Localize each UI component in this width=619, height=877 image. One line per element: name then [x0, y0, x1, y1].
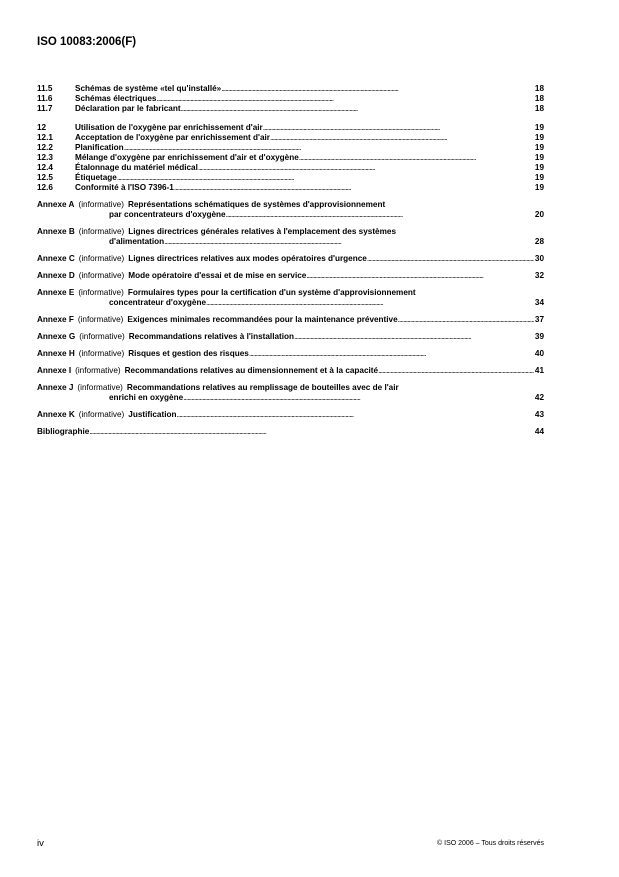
spacer [37, 114, 544, 123]
leader-dots [299, 153, 534, 163]
toc-entry-page: 19 [534, 183, 544, 192]
annex-title: Recommandations relatives à l'installation [128, 332, 295, 341]
annex-kind: (informative) [78, 288, 124, 297]
annex-title-continued: enrichi en oxygène [109, 393, 184, 402]
toc-entry-page: 43 [534, 410, 544, 419]
toc-entry-number: 11.5 [37, 84, 53, 93]
toc-entry-page: 18 [534, 94, 544, 103]
leader-dots [294, 332, 534, 342]
annex-title: Justification [128, 410, 177, 419]
copyright-notice: © ISO 2006 – Tous droits réservés [437, 840, 544, 847]
annex-title: Recommandations relatives au remplissage de bouteilles avec de l'air [126, 383, 399, 392]
leader-dots [367, 254, 534, 264]
annex-kind: (informative) [78, 200, 124, 209]
toc-entry-number: 11.7 [37, 104, 53, 113]
toc-annex-entry[interactable] [37, 410, 544, 420]
annex-label: Annexe A [37, 200, 75, 209]
leader-dots [378, 366, 534, 376]
leader-dots [306, 271, 534, 281]
toc-entry-number: 12.6 [37, 183, 53, 192]
annex-kind: (informative) [77, 315, 124, 324]
toc-entry-page: 42 [534, 393, 544, 402]
toc-entry-number: 12.4 [37, 163, 53, 172]
leader-dots [206, 298, 534, 308]
toc-entry-title: Mélange d'oxygène par enrichissement d'air et d'oxygène [75, 153, 299, 162]
toc-annex-entry[interactable] [37, 254, 544, 264]
toc-annex-entry[interactable] [37, 383, 544, 403]
annex-kind: (informative) [78, 410, 125, 419]
annex-kind: (informative) [75, 366, 121, 375]
leader-dots [177, 410, 534, 420]
annex-title: Lignes directrices relatives aux modes opératoires d'urgence [128, 254, 367, 263]
leader-dots [226, 210, 534, 220]
annex-title: Exigences minimales recommandées pour la maintenance préventive [127, 315, 398, 324]
toc-entry-page: 30 [534, 254, 544, 263]
toc-entry-page: 39 [534, 332, 544, 341]
toc-entry[interactable] [37, 133, 544, 143]
leader-dots [156, 94, 533, 104]
leader-dots [221, 84, 534, 94]
toc-annex-entry[interactable] [37, 332, 544, 342]
annex-label: Annexe E [37, 288, 75, 297]
toc-entry-page: 19 [534, 123, 544, 132]
toc-annex-entry[interactable] [37, 227, 544, 247]
toc-bibliography-entry[interactable] [37, 427, 544, 437]
toc-entry-page: 18 [534, 104, 544, 113]
annex-title: Représentations schématiques de systèmes d'approvisionnement [127, 200, 386, 209]
toc-annex-entry[interactable] [37, 366, 544, 376]
annex-title-continued: par concentrateurs d'oxygène [109, 210, 226, 219]
leader-dots [249, 349, 534, 359]
toc-annex-entry[interactable] [37, 271, 544, 281]
toc-entry-number: 11.6 [37, 94, 53, 103]
bibliography-title: Bibliographie [37, 427, 90, 436]
annex-label: Annexe F [37, 315, 74, 324]
annex-title: Formulaires types pour la certification d'un système d'approvisionnement [127, 288, 416, 297]
leader-dots [263, 123, 534, 133]
toc-entry-number: 12.2 [37, 143, 53, 152]
toc-entry-page: 44 [534, 427, 544, 436]
annex-label: Annexe I [37, 366, 72, 375]
leader-dots [89, 427, 534, 437]
toc-entry[interactable] [37, 183, 544, 193]
annex-kind: (informative) [79, 332, 125, 341]
toc-entry-page: 19 [534, 153, 544, 162]
leader-dots [117, 173, 534, 183]
annex-title: Risques et gestion des risques [128, 349, 249, 358]
annex-label: Annexe G [37, 332, 76, 341]
toc-entry-page: 20 [534, 210, 544, 219]
leader-dots [398, 315, 534, 325]
table-of-contents [37, 84, 544, 437]
toc-entry[interactable] [37, 84, 544, 94]
toc-entry[interactable] [37, 94, 544, 104]
annex-label: Annexe J [37, 383, 74, 392]
leader-dots [164, 237, 534, 247]
annex-title: Lignes directrices générales relatives à l'emplacement des systèmes [128, 227, 396, 236]
toc-entry[interactable] [37, 153, 544, 163]
toc-entry-title: Planification [75, 143, 124, 152]
leader-dots [124, 143, 534, 153]
annex-label: Annexe H [37, 349, 75, 358]
toc-annex-entry[interactable] [37, 288, 544, 308]
toc-entry-page: 34 [534, 298, 544, 307]
toc-entry-page: 28 [534, 237, 544, 246]
toc-entry-title: Étalonnage du matériel médical [75, 163, 198, 172]
toc-entry-page: 19 [534, 133, 544, 142]
toc-annex-entry[interactable] [37, 315, 544, 325]
leader-dots [183, 393, 534, 403]
toc-entry-title: Étiquetage [75, 173, 117, 182]
annex-label: Annexe D [37, 271, 75, 280]
annex-kind: (informative) [77, 383, 123, 392]
toc-entry-title: Déclaration par le fabricant [75, 104, 181, 113]
toc-entry-number: 12 [37, 123, 47, 132]
annex-title-continued: d'alimentation [109, 237, 165, 246]
annex-label: Annexe C [37, 254, 75, 263]
toc-entry[interactable] [37, 143, 544, 153]
document-header: ISO 10083:2006(F) [37, 36, 137, 48]
annex-title: Mode opératoire d'essai et de mise en service [128, 271, 307, 280]
toc-entry-page: 18 [534, 84, 544, 93]
toc-entry-title: Schémas de système «tel qu'installé» [75, 84, 222, 93]
annex-title: Recommandations relatives au dimensionnement et à la capacité [124, 366, 379, 375]
leader-dots [198, 163, 534, 173]
annex-kind: (informative) [78, 349, 125, 358]
annex-label: Annexe K [37, 410, 75, 419]
toc-entry-title: Utilisation de l'oxygène par enrichissement d'air [75, 123, 263, 132]
page-number: iv [37, 838, 44, 849]
toc-entry-title: Schémas électriques [75, 94, 157, 103]
toc-entry-page: 41 [534, 366, 544, 375]
toc-annex-entry[interactable] [37, 200, 544, 220]
toc-entry-page: 19 [534, 143, 544, 152]
toc-entry-page: 19 [534, 163, 544, 172]
spacer [37, 193, 544, 200]
toc-entry-page: 32 [534, 271, 544, 280]
toc-entry-number: 12.3 [37, 153, 53, 162]
toc-entry-page: 19 [534, 173, 544, 182]
toc-entry-number: 12.5 [37, 173, 53, 182]
toc-entry[interactable] [37, 123, 544, 133]
toc-entry-page: 37 [534, 315, 544, 324]
annex-title-continued: concentrateur d'oxygène [109, 298, 207, 307]
leader-dots [181, 104, 534, 114]
toc-entry[interactable] [37, 163, 544, 173]
leader-dots [174, 183, 534, 193]
toc-entry-page: 40 [534, 349, 544, 358]
toc-entry[interactable] [37, 104, 544, 114]
toc-entry[interactable] [37, 173, 544, 183]
toc-entry-title: Acceptation de l'oxygène par enrichissement d'air [75, 133, 270, 142]
toc-annex-entry[interactable] [37, 349, 544, 359]
annex-kind: (informative) [78, 227, 125, 236]
toc-entry-number: 12.1 [37, 133, 53, 142]
leader-dots [270, 133, 534, 143]
annex-kind: (informative) [78, 254, 125, 263]
annex-kind: (informative) [78, 271, 125, 280]
toc-entry-title: Conformité à l'ISO 7396-1 [75, 183, 174, 192]
annex-label: Annexe B [37, 227, 75, 236]
